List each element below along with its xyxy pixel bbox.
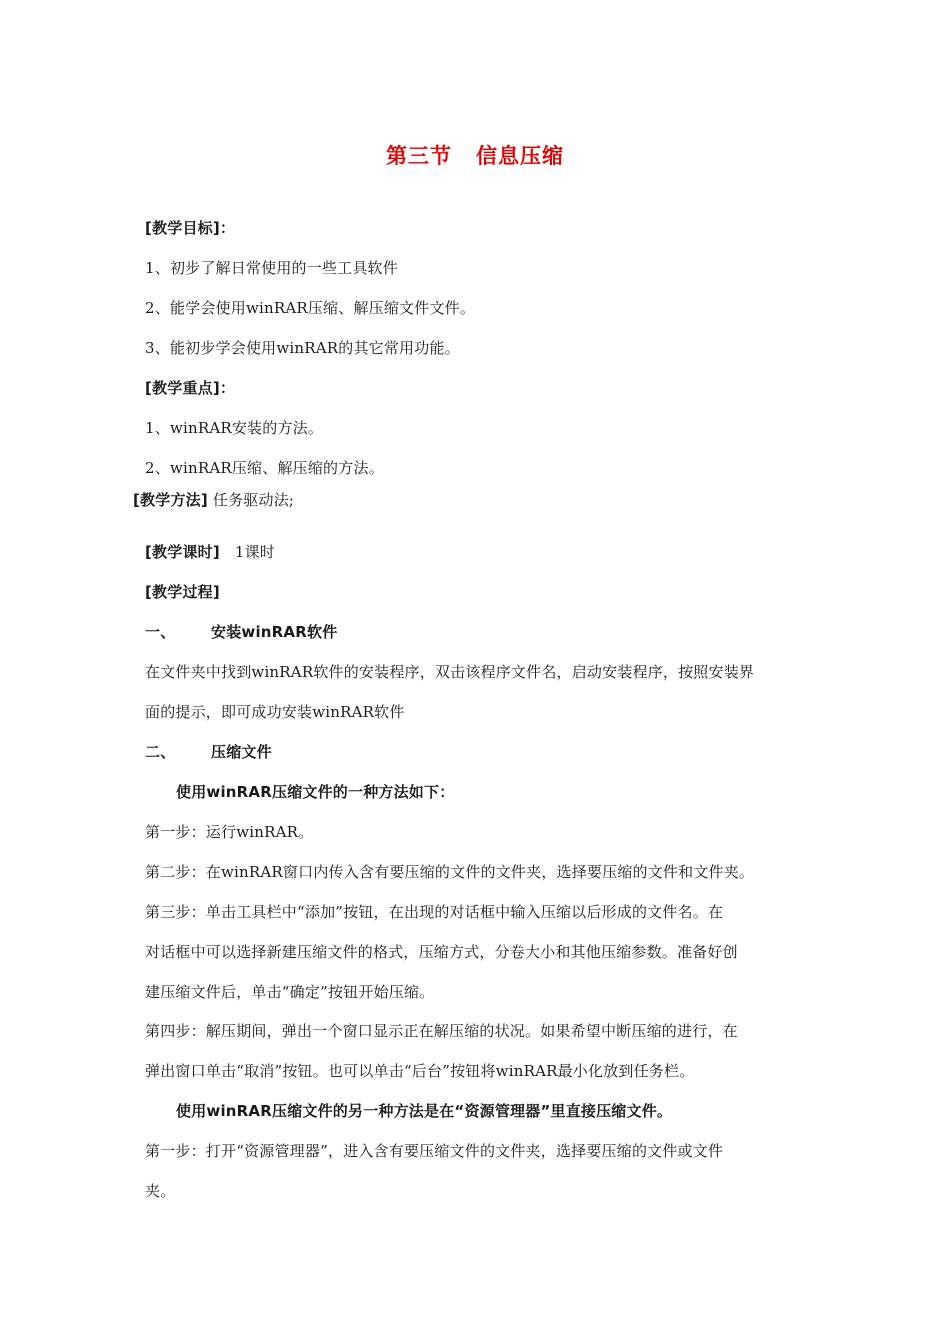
method-1-heading: 使用winRAR压缩文件的一种方法如下：	[176, 783, 455, 801]
key-point-item: 2、winRAR压缩、解压缩的方法。	[145, 459, 384, 477]
key-points-heading: [教学重点]：	[145, 379, 236, 397]
paragraph-line: 弹出窗口单击“取消”按钮。也可以单击“后台”按钮将winRAR最小化放到任务栏。	[145, 1062, 695, 1080]
objectives-heading: [教学目标]：	[145, 219, 236, 237]
paragraph-line: 在文件夹中找到winRAR软件的安装程序，双击该程序文件名，启动安装程序，按照安装界	[145, 663, 755, 681]
method-2-heading: 使用winRAR压缩文件的另一种方法是在“资源管理器”里直接压缩文件。	[176, 1102, 673, 1120]
paragraph-line: 第一步：运行winRAR。	[145, 823, 314, 841]
objective-item: 2、能学会使用winRAR压缩、解压缩文件文件。	[145, 299, 476, 317]
process-heading: [教学过程]	[145, 583, 220, 601]
section-1-heading	[145, 622, 337, 642]
method-heading: [教学方法]	[133, 491, 208, 509]
paragraph-line: 第三步：单击工具栏中“添加”按钮，在出现的对话框中输入压缩以后形成的文件名。在	[145, 903, 724, 921]
key-point-item: 1、winRAR安装的方法。	[145, 419, 324, 437]
paragraph-line: 第四步：解压期间，弹出一个窗口显示正在解压缩的状况。如果希望中断压缩的进行，在	[145, 1022, 738, 1040]
method-line	[133, 490, 294, 510]
section-2-number: 二、	[145, 743, 176, 761]
paragraph-line: 第一步：打开“资源管理器”，进入含有要压缩文件的文件夹，选择要压缩的文件或文件	[145, 1142, 724, 1160]
title-text: 信息压缩	[476, 144, 564, 168]
paragraph-line: 面的提示，即可成功安装winRAR软件	[145, 703, 405, 721]
section-1-number: 一、	[145, 623, 176, 641]
method-value: 任务驱动法;	[212, 491, 295, 509]
title-section-number: 第三节	[386, 144, 452, 168]
hours-line	[145, 542, 275, 562]
section-1-title: 安装winRAR软件	[211, 623, 338, 641]
paragraph-line: 对话框中可以选择新建压缩文件的格式，压缩方式，分卷大小和其他压缩参数。准备好创	[145, 943, 738, 961]
section-2-title: 压缩文件	[211, 743, 272, 761]
paragraph-line: 第二步：在winRAR窗口内传入含有要压缩的文件的文件夹，选择要压缩的文件和文件夹。	[145, 863, 755, 881]
document-title	[0, 140, 950, 170]
hours-heading: [教学课时]	[145, 543, 220, 561]
paragraph-line: 夹。	[145, 1182, 176, 1200]
hours-value: 1课时	[234, 543, 275, 561]
objective-item: 3、能初步学会使用winRAR的其它常用功能。	[145, 339, 460, 357]
section-2-heading	[145, 742, 272, 762]
paragraph-line: 建压缩文件后，单击“确定”按钮开始压缩。	[145, 983, 435, 1001]
objective-item: 1、初步了解日常使用的一些工具软件	[145, 259, 398, 277]
